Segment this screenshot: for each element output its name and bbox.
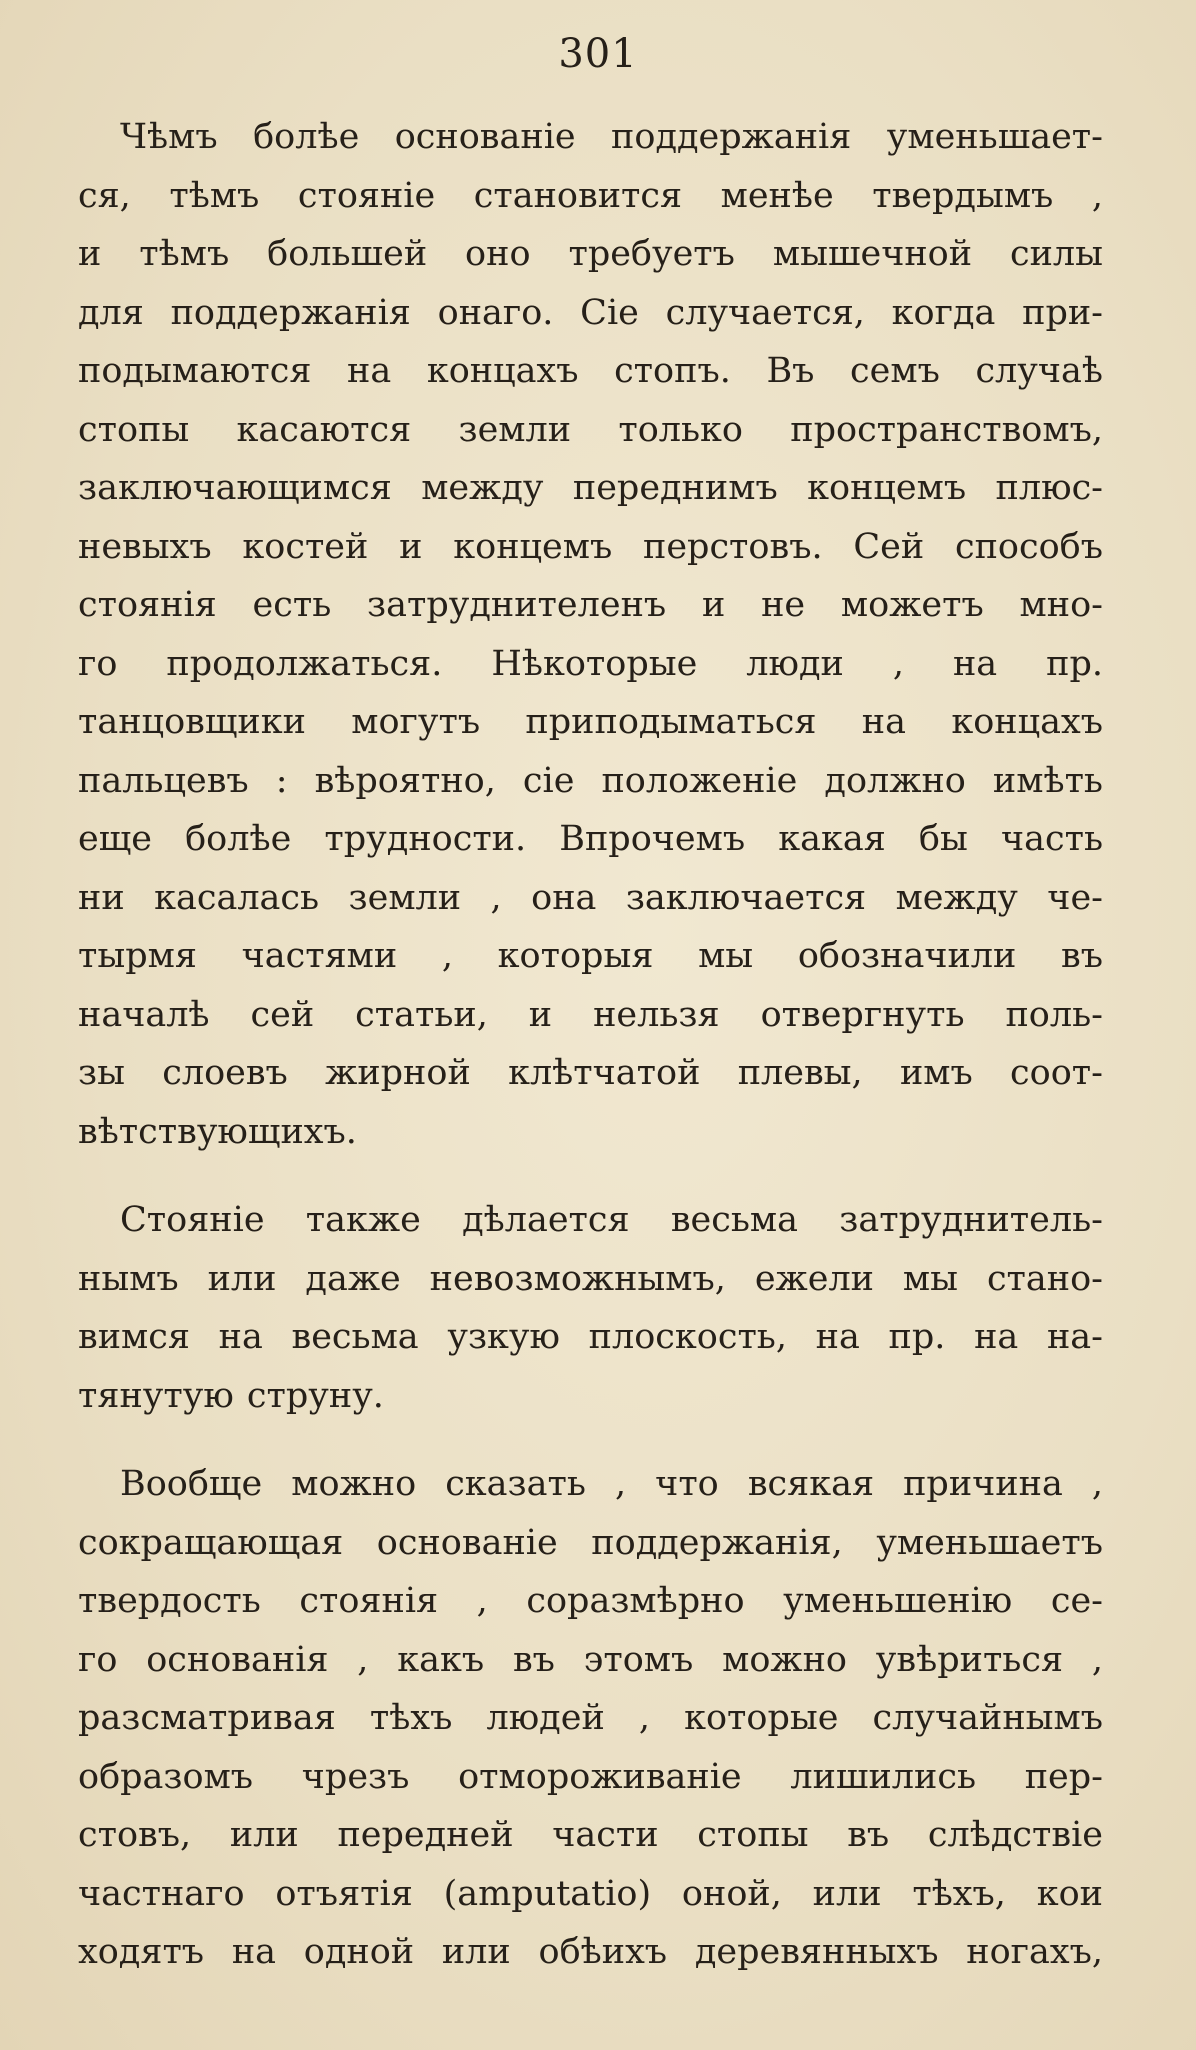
- text-line: стовъ, или передней части стопы въ слѣдствіе: [78, 1815, 1103, 1855]
- text-line: зы слоевъ жирной клѣтчатой плевы, имъ соот-: [78, 1053, 1103, 1093]
- text-line: сокращающая основаніе поддержанія, уменьшаетъ: [78, 1522, 1103, 1563]
- text-line: невыхъ костей и концемъ перстовъ. Сей способъ: [78, 526, 1103, 567]
- text-line: подымаются на концахъ стопъ. Въ семъ случаѣ: [78, 351, 1103, 391]
- paragraph-1: [78, 108, 1103, 1161]
- body-text: [78, 108, 1103, 1982]
- text-line: пальцевъ : вѣроятно, сіе положеніе должно имѣть: [78, 760, 1103, 801]
- text-line: и тѣмъ большей оно требуетъ мышечной силы: [78, 234, 1103, 274]
- text-line: тянутую струну.: [78, 1375, 384, 1416]
- text-line: заключающимся между переднимъ концемъ плюс-: [78, 468, 1103, 508]
- text-line: го основанія , какъ въ этомъ можно увѣриться ,: [78, 1639, 1103, 1680]
- text-line: стоянія есть затруднителенъ и не можетъ мно-: [78, 585, 1103, 625]
- text-line: началѣ сей статьи, и нельзя отвергнуть поль-: [78, 994, 1103, 1035]
- text-line: го продолжаться. Нѣкоторые люди , на пр.: [78, 643, 1103, 684]
- page-number: 301: [558, 31, 638, 77]
- text-line: стопы касаются земли только пространствомъ,: [78, 409, 1103, 450]
- paragraph-3: [78, 1455, 1103, 1982]
- text-line: Чѣмъ болѣе основаніе поддержанія уменьшает-: [120, 117, 1103, 157]
- text-line: твердость стоянія , соразмѣрно уменьшенію се-: [78, 1581, 1103, 1621]
- text-line: для поддержанія онаго. Сіе случается, когда при-: [78, 292, 1103, 333]
- text-line: разсматривая тѣхъ людей , которые случайнымъ: [78, 1698, 1103, 1738]
- paragraph-2: [78, 1191, 1103, 1425]
- text-line: нымъ или даже невозможнымъ, ежели мы стано-: [78, 1258, 1103, 1299]
- text-line: ходятъ на одной или обѣихъ деревянныхъ ногахъ,: [78, 1932, 1103, 1972]
- text-line: вѣтствующихъ.: [78, 1111, 357, 1152]
- text-line: ни касалась земли , она заключается между че-: [78, 877, 1103, 918]
- text-line: танцовщики могутъ приподыматься на концахъ: [78, 702, 1103, 742]
- text-line: ся, тѣмъ стояніе становится менѣе твердымъ ,: [78, 175, 1103, 216]
- text-line: образомъ чрезъ отмороживаніе лишились пер-: [78, 1756, 1103, 1797]
- text-line: тырмя частями , которыя мы обозначили въ: [78, 936, 1103, 976]
- text-line: вимся на весьма узкую плоскость, на пр. на на-: [78, 1317, 1103, 1357]
- text-line: Стояніе также дѣлается весьма затруднитель-: [120, 1200, 1103, 1240]
- text-line: частнаго отъятія (amputatio) оной, или тѣхъ, кои: [78, 1873, 1103, 1914]
- text-line: еще болѣе трудности. Впрочемъ какая бы часть: [78, 819, 1103, 859]
- text-line: Вообще можно сказать , что всякая причина ,: [120, 1464, 1103, 1504]
